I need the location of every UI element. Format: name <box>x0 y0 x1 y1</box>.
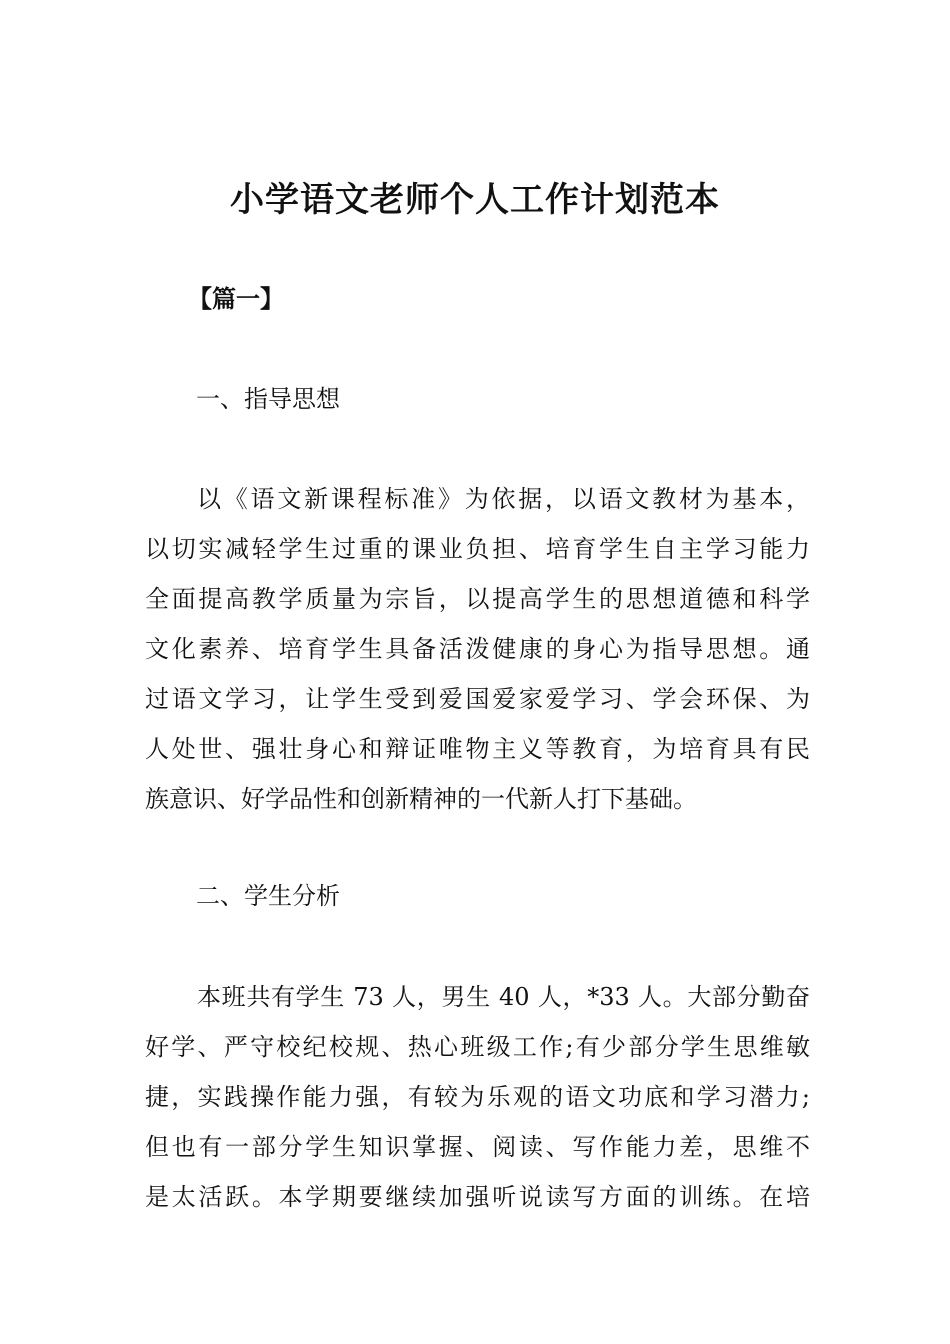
section-tag: 【篇一】 <box>188 284 284 313</box>
paragraph-line: 捷，实践操作能力强，有较为乐观的语文功底和学习潜力; <box>145 1083 810 1111</box>
paragraph-line: 全面提高教学质量为宗旨，以提高学生的思想道德和科学 <box>145 585 810 613</box>
paragraph-line: 是太活跃。本学期要继续加强听说读写方面的训练。在培 <box>145 1183 810 1211</box>
paragraph-line: 以《语文新课程标准》为依据，以语文教材为基本， <box>197 485 810 513</box>
section-heading-guiding-ideology: 一、指导思想 <box>196 385 340 413</box>
paragraph-guiding-ideology <box>145 474 810 824</box>
paragraph-line: 文化素养、培育学生具备活泼健康的身心为指导思想。通 <box>145 635 810 663</box>
paragraph-line: 好学、严守校纪校规、热心班级工作;有少部分学生思维敏 <box>145 1033 810 1061</box>
paragraph-student-analysis <box>145 972 810 1222</box>
paragraph-line: 族意识、好学品性和创新精神的一代新人打下基础。 <box>145 785 697 813</box>
paragraph-line: 过语文学习，让学生受到爱国爱家爱学习、学会环保、为 <box>145 685 810 713</box>
paragraph-line: 本班共有学生 73 人，男生 40 人，*33 人。大部分勤奋 <box>197 983 810 1011</box>
document-title: 小学语文老师个人工作计划范本 <box>230 180 720 220</box>
paragraph-line: 人处世、强壮身心和辩证唯物主义等教育，为培育具有民 <box>145 735 810 763</box>
section-heading-student-analysis: 二、学生分析 <box>196 882 340 910</box>
paragraph-line: 但也有一部分学生知识掌握、阅读、写作能力差，思维不 <box>145 1133 810 1161</box>
paragraph-line: 以切实减轻学生过重的课业负担、培育学生自主学习能力 <box>145 535 810 563</box>
